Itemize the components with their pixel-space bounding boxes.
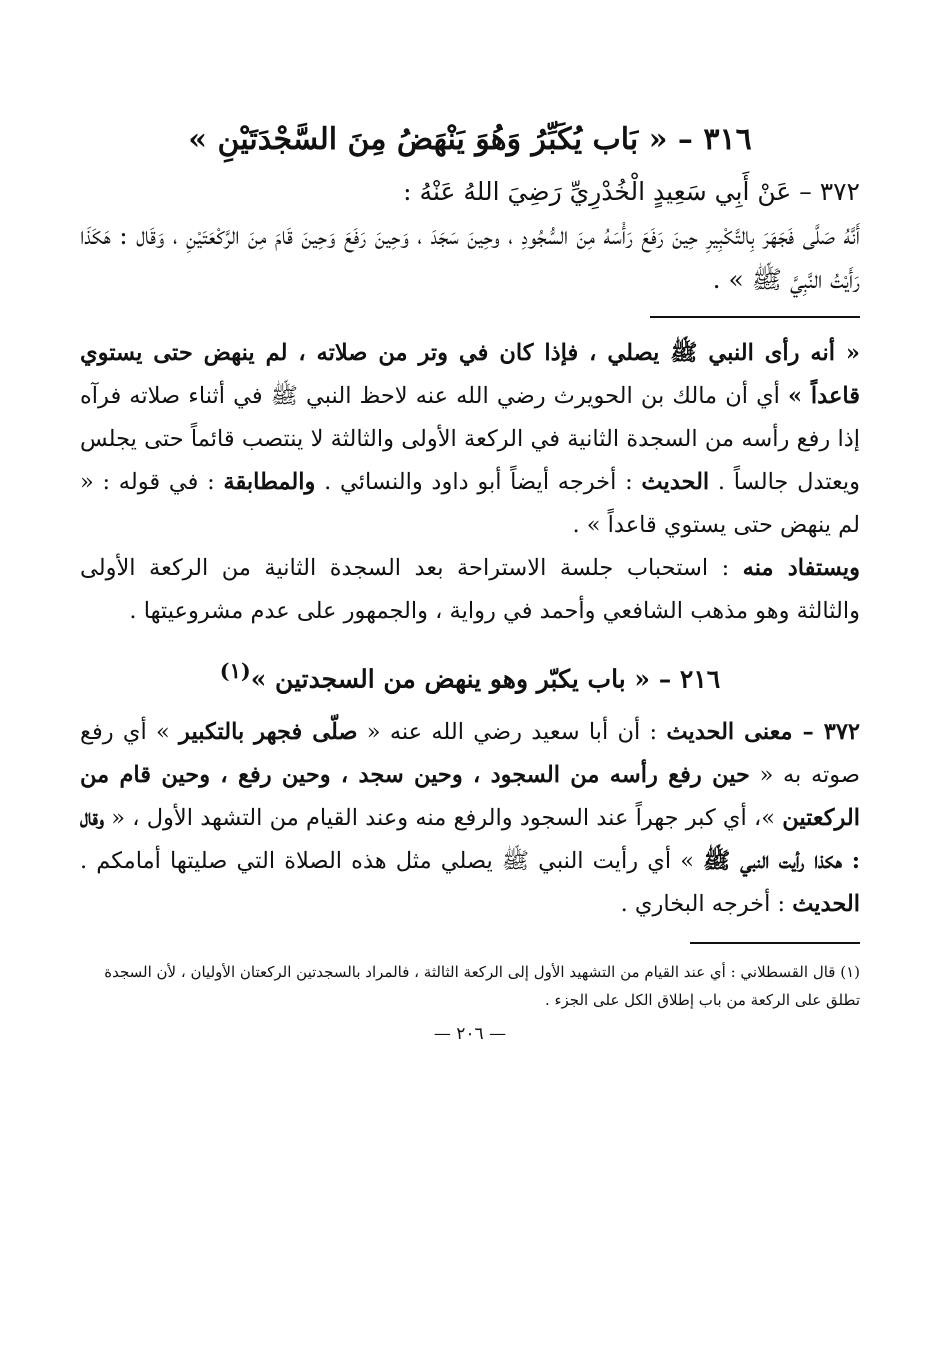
match-label: والمطابقة: [223, 469, 316, 495]
hadith-label: الحديث: [641, 469, 710, 495]
divider-rule: [650, 316, 860, 318]
commentary-number: ٣٧٢: [823, 719, 860, 746]
benefit-label: ويستفاد منه: [742, 555, 861, 581]
hadith-narrator-line: ٣٧٢ – عَنْ أَبِي سَعِيدٍ الْخُدْرِيِّ رَضِيَ اللهُ عَنْهُ :: [403, 177, 860, 206]
chapter-title: ٣١٦ – « بَاب يُكَبِّرُ وَهُوَ يَنْهَضُ مِنَ السَّجْدَتَيْنِ »: [188, 122, 752, 157]
hadith-source-text: : أخرجه أيضاً أبو داود والنسائي .: [315, 469, 642, 495]
hadith-label: الحديث: [792, 891, 860, 918]
footnote-marker: (١): [219, 658, 251, 683]
footnote: (١) قال القسطلاني : أي عند القيام من التشهيد الأول إلى الركعة الثالثة ، فالمراد بالسجدتين الركعتان الأوليان ، لأن السجدة تطلق على الركعة من باب إطلاق الكل على الجزء .: [104, 963, 860, 1010]
section-title-text: ٢١٦ – « باب يكبّر وهو ينهض من السجدتين »: [250, 664, 721, 694]
footnote-divider: [690, 942, 860, 944]
commentary-dash: –: [792, 719, 824, 746]
commentary-main: [80, 711, 860, 926]
text-run: : أخرجه البخاري .: [620, 891, 793, 918]
text-run: »، أي كبر جهراً عند السجود والرفع منه وعند القيام من التشهد الأول ، «: [104, 805, 783, 832]
text-run: » أي رأيت النبي ﷺ يصلي مثل هذه الصلاة التي صليتها أمامكم .: [80, 848, 704, 875]
commentary-paragraph: [80, 547, 860, 633]
quoted-phrase: حين رفع رأسه من السجود ، وحين سجد ، وحين رفع ، وحين قام من الركعتين: [80, 762, 860, 832]
commentary-paragraph: [80, 711, 860, 926]
quoted-phrase: وقال : هكذا رأيت النبي ﷺ: [80, 805, 861, 875]
quoted-phrase: صلّى فجهر بالتكبير: [179, 719, 358, 746]
benefit-text: : استحباب جلسة الاستراحة بعد السجدة الثانية من الركعة الأولى والثالثة وهو مذهب الشافعي وأحمد في رواية ، والجمهور على عدم مشروعيتها .: [80, 555, 860, 624]
meaning-label: معنى الحديث: [666, 719, 793, 746]
hadith-text: أَنَّهُ صَلَّى فَجَهَرَ بِالتَّكْبِيرِ حِينَ رَفَعَ رَأْسَهُ مِنَ السُّجُودِ ، وحِينَ سَجَدَ ، وَحِينَ رَفَعَ وَحِينَ قَامَ مِنَ الرَّكْعَتَيْنِ ، وَقَال : هَكَذَا رَأَيْتُ النَّبِيَّ ﷺ » .: [80, 221, 860, 294]
text-run: : أن أبا سعيد رضي الله عنه «: [357, 719, 667, 746]
commentary-paragraph: [80, 332, 860, 547]
match-text: : في قوله : « لم ينهض حتى يستوي قاعداً » .: [80, 469, 860, 538]
commentary-previous-hadith: [80, 332, 860, 633]
section-title: [80, 639, 860, 711]
text-run: » أي رفع صوته به «: [80, 719, 861, 789]
page-number: — ٢٠٦ —: [433, 1024, 507, 1045]
explanation-text: أي أن مالك بن الحويرث رضي الله عنه لاحظ النبي ﷺ في أثناء صلاته فرآه إذا رفع رأسه من السجدة الثانية في الركعة الأولى والثالثة لا ينتصب قائماً حتى يجلس ويعتدل جالساً .: [80, 383, 861, 495]
quoted-hadith: « أنه رأى النبي ﷺ يصلي ، فإذا كان في وتر من صلاته ، لم ينهض حتى يستوي قاعداً »: [80, 340, 860, 409]
page: [80, 110, 860, 1044]
